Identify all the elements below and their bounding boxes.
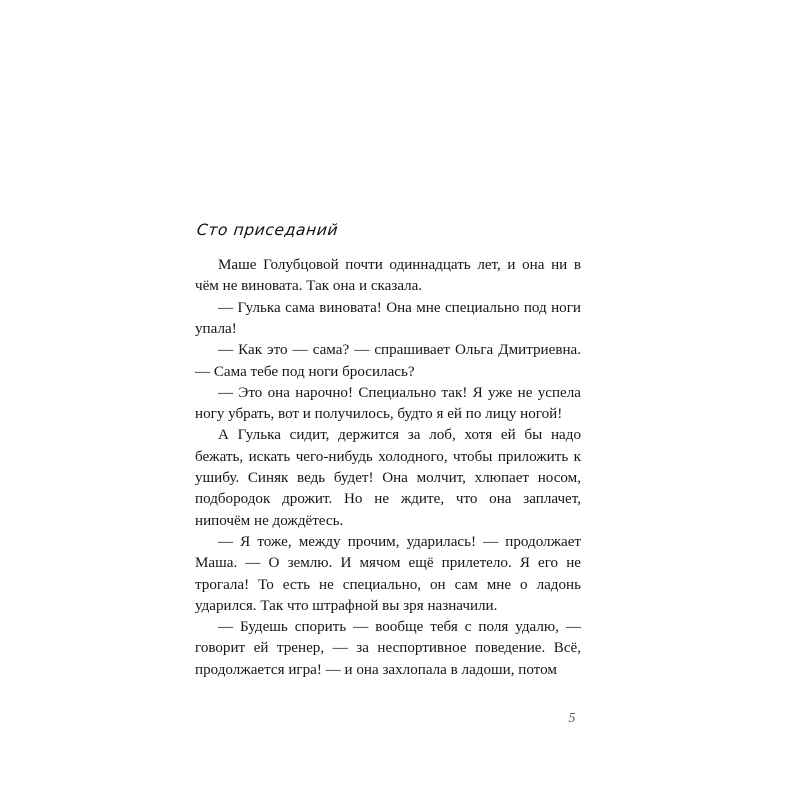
body-text bbox=[195, 255, 581, 681]
page-text-block bbox=[195, 222, 581, 681]
page-number: 5 bbox=[568, 711, 576, 726]
chapter-title: Сто приседаний bbox=[196, 221, 340, 239]
paragraph: — Я тоже, между прочим, ударилась! — продолжает Маша. — О землю. И мячом ещё прилетело. Я его не трогала! То есть не специально, он сам мне о ладонь ударился. Так что штрафной вы зря назначили. bbox=[195, 533, 581, 614]
paragraph: — Будешь спорить — вообще тебя с поля удалю, — говорит ей тренер, — за неспортивное поведение. Всё, продолжается игра! — и она захлопала в ладоши, потом bbox=[195, 619, 581, 678]
paragraph: — Гулька сама виновата! Она мне специально под ноги упала! bbox=[195, 299, 581, 337]
paragraph: Маше Голубцовой почти одиннадцать лет, и она ни в чём не виновата. Так она и сказала. bbox=[195, 257, 581, 295]
paragraph: — Это она нарочно! Специально так! Я уже не успела ногу убрать, вот и получилось, будто я ей по лицу ногой! bbox=[195, 384, 581, 423]
paragraph: А Гулька сидит, держится за лоб, хотя ей бы надо бежать, искать чего-нибудь холодного, чтобы приложить к ушибу. Синяк ведь будет! Она молчит, хлюпает носом, подбородок дрожит. Но не ждите, что она заплачет, нипочём не дождётесь. bbox=[195, 427, 581, 529]
paragraph: — Как это — сама? — спрашивает Ольга Дмитриевна. — Сама тебе под ноги бросилась? bbox=[195, 342, 581, 380]
